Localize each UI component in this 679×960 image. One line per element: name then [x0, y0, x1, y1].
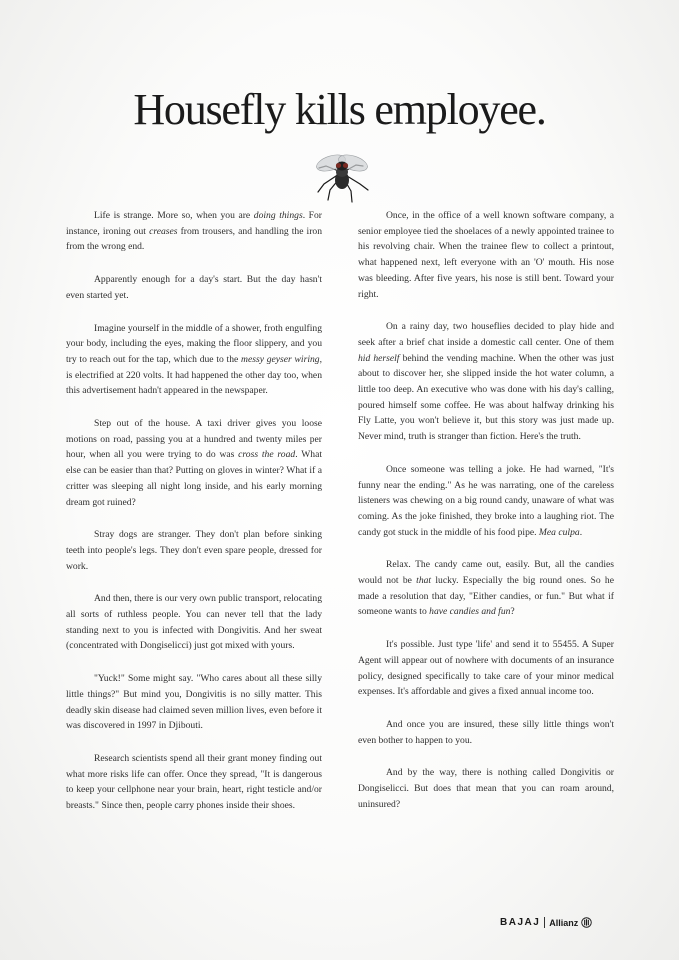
- paragraph: Research scientists spend all their grant money finding out what more risks life can offer. Once they spread, "It is dangerous to keep your cellphone near your brain, heart, right testicle and/or breasts." Since then, people carry phones inside their shoes.: [66, 752, 322, 812]
- bajaj-allianz-logo: [500, 917, 592, 928]
- logo-brand: BAJAJ: [500, 917, 541, 928]
- housefly-icon: [306, 148, 376, 206]
- paragraph: "Yuck!" Some might say. "Who cares about all these silly little things?" But mind you, Dongivitis is no silly matter. This deadly skin disease had claimed seven million lives, even before it was discovered in 1997 in Djibouti.: [66, 673, 322, 732]
- paragraph: And then, there is our very own public transport, relocating all sorts of ruthless people. You can never tell that the lady standing next to you is infected with Dongivitis. And her sweat (concentrated with Dongiselicci) just got mixed with yours.: [66, 593, 322, 652]
- paragraph: Stray dogs are stranger. They don't plan before sinking teeth into people's legs. They don't even spare people, dressed for work.: [66, 529, 322, 572]
- headline: Housefly kills employee.: [133, 85, 546, 134]
- allianz-eagle-icon: [581, 917, 592, 928]
- paragraph: Apparently enough for a day's start. But the day hasn't even started yet.: [66, 274, 322, 301]
- paragraph: Once someone was telling a joke. He had warned, "It's funny near the ending." As he was narrating, one of the careless listeners was chewing on a big round candy, unaware of what was coming. As the joke finished, they broke into a laughing riot. The candy got stuck in the middle of his food pipe. Mea culpa.: [358, 463, 614, 538]
- right-column: [358, 208, 614, 830]
- paragraph: And once you are insured, these silly little things won't even bother to happen to you.: [358, 718, 614, 746]
- paragraph: And by the way, there is nothing called Dongivitis or Dongiselicci. But does that mean that you can roam around, uninsured?: [358, 767, 614, 810]
- paragraph: Once, in the office of a well known software company, a senior employee tied the shoelaces of a newly appointed trainee to his revolving chair. When the trainee flew to collect a printout, what happened next, left everyone with an 'O' mouth. His nose was bleeding. After five years, his nose is still bent. Toward your right.: [358, 210, 614, 300]
- paragraph: Life is strange. More so, when you are doing things. For instance, ironing out creases from trousers, and handling the iron from the wrong end.: [66, 210, 323, 253]
- left-column: [66, 208, 322, 831]
- paragraph: Relax. The candy came out, easily. But, all the candies would not be that lucky. Especially the big round ones. So he made a resolution that day, "Either candies, or fun." But what if someone wants to have candies and fun?: [358, 559, 614, 618]
- paragraph: Imagine yourself in the middle of a shower, froth engulfing your body, including the eyes, making the floor slippery, and you try to reach out for the tap, which due to the messy geyser wiring, is electrified at 220 volts. It had happened the other day too, when this advertisement hadn't appeared in the newspaper.: [66, 322, 322, 397]
- paragraph: Step out of the house. A taxi driver gives you loose motions on road, passing you at a hundred and twenty miles per hour, when all you were trying to do was cross the road. What else can be easier than that? Putting on gloves in winter? What if a critter was sleeping all night long inside, and his early morning dream got ruined?: [66, 418, 322, 508]
- logo-divider: [544, 917, 545, 928]
- paragraph: On a rainy day, two houseflies decided to play hide and seek after a brief chat inside a domestic call center. One of them hid herself behind the vending machine. When the other was just about to discover her, she slipped inside the hot water column, a little too deep. An executive who was done with his day's calling, poured himself some coffee. He was about halfway drinking his Fly Latte, you won't believe it, but this story was just made up. Never mind, truth is stranger than fiction. Here's the truth.: [358, 321, 614, 443]
- paragraph: It's possible. Just type 'life' and send it to 55455. A Super Agent will appear out of nowhere with documents of an insurance policy, designed specifically to take care of your minor medical expenses. It's affordable and gives a fixed annual income too.: [358, 639, 614, 698]
- logo-partner: Allianz: [549, 917, 579, 928]
